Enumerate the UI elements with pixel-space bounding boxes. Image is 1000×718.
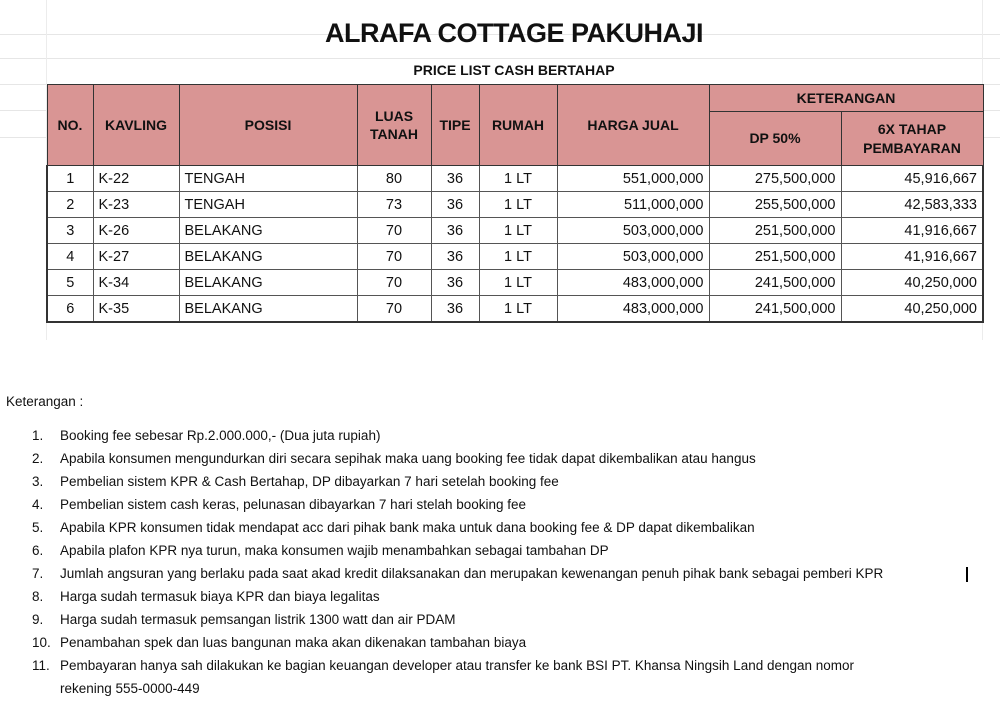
gridline xyxy=(0,58,1000,59)
header-dp: DP 50% xyxy=(709,112,841,166)
text-cursor xyxy=(966,567,968,582)
note-number: 9. xyxy=(32,612,44,627)
table-row xyxy=(47,270,983,296)
cell-dp: 251,500,000 xyxy=(709,218,841,244)
note-number: 10. xyxy=(32,635,51,650)
cell-tahap: 41,916,667 xyxy=(841,244,983,270)
note-number: 8. xyxy=(32,589,44,604)
cell-posisi: BELAKANG xyxy=(179,244,357,270)
cell-no: 1 xyxy=(47,166,93,192)
cell-kavling: K-26 xyxy=(93,218,179,244)
cell-luas: 70 xyxy=(357,218,431,244)
cell-posisi: BELAKANG xyxy=(179,218,357,244)
cell-posisi: TENGAH xyxy=(179,166,357,192)
note-number: 5. xyxy=(32,520,44,535)
note-number: 3. xyxy=(32,474,44,489)
note-text: Penambahan spek dan luas bangunan maka akan dikenakan tambahan biaya xyxy=(60,635,527,650)
header-no: NO. xyxy=(47,85,93,166)
cell-harga: 503,000,000 xyxy=(557,244,709,270)
note-number: 4. xyxy=(32,497,44,512)
note-text: Pembelian sistem cash keras, pelunasan dibayarkan 7 hari stelah booking fee xyxy=(60,497,527,512)
cell-kavling: K-23 xyxy=(93,192,179,218)
cell-harga: 551,000,000 xyxy=(557,166,709,192)
header-luas-tanah xyxy=(357,85,431,166)
cell-rumah: 1 LT xyxy=(479,192,557,218)
cell-dp: 241,500,000 xyxy=(709,270,841,296)
table-row xyxy=(47,166,983,192)
note-number: 2. xyxy=(32,451,44,466)
cell-tahap: 42,583,333 xyxy=(841,192,983,218)
cell-kavling: K-27 xyxy=(93,244,179,270)
cell-tipe: 36 xyxy=(431,192,479,218)
cell-rumah: 1 LT xyxy=(479,218,557,244)
cell-luas: 70 xyxy=(357,296,431,323)
table-row xyxy=(47,218,983,244)
cell-tipe: 36 xyxy=(431,296,479,323)
cell-dp: 251,500,000 xyxy=(709,244,841,270)
cell-rumah: 1 LT xyxy=(479,244,557,270)
cell-posisi: TENGAH xyxy=(179,192,357,218)
cell-tipe: 36 xyxy=(431,270,479,296)
cell-luas: 70 xyxy=(357,270,431,296)
header-tipe: TIPE xyxy=(431,85,479,166)
header-posisi: POSISI xyxy=(179,85,357,166)
header-harga-jual: HARGA JUAL xyxy=(557,85,709,166)
header-luas-tanah-line2: TANAH xyxy=(370,126,418,142)
cell-kavling: K-22 xyxy=(93,166,179,192)
cell-no: 3 xyxy=(47,218,93,244)
cell-tipe: 36 xyxy=(431,218,479,244)
cell-rumah: 1 LT xyxy=(479,270,557,296)
cell-posisi: BELAKANG xyxy=(179,270,357,296)
cell-dp: 241,500,000 xyxy=(709,296,841,323)
note-text: Pembelian sistem KPR & Cash Bertahap, DP dibayarkan 7 hari setelah booking fee xyxy=(60,474,559,489)
page-subtitle: PRICE LIST CASH BERTAHAP xyxy=(413,62,615,78)
header-kavling: KAVLING xyxy=(93,85,179,166)
cell-luas: 73 xyxy=(357,192,431,218)
note-text: Harga sudah termasuk pemsangan listrik 1300 watt dan air PDAM xyxy=(60,612,456,627)
note-number: 11. xyxy=(32,658,50,673)
cell-luas: 70 xyxy=(357,244,431,270)
note-text: Apabila KPR konsumen tidak mendapat acc dari pihak bank maka untuk dana booking fee & DP dapat dikembalikan xyxy=(60,520,755,535)
note-text: Harga sudah termasuk biaya KPR dan biaya legalitas xyxy=(60,589,380,604)
cell-rumah: 1 LT xyxy=(479,296,557,323)
cell-dp: 275,500,000 xyxy=(709,166,841,192)
note-text: Booking fee sebesar Rp.2.000.000,- (Dua juta rupiah) xyxy=(60,428,381,443)
note-text: Pembayaran hanya sah dilakukan ke bagian keuangan developer atau transfer ke bank BSI PT. Khansa Ningsih Land dengan nomor xyxy=(60,658,855,673)
cell-tipe: 36 xyxy=(431,244,479,270)
note-number: 7. xyxy=(32,566,44,581)
note-text: Apabila konsumen mengundurkan diri secara sepihak maka uang booking fee tidak dapat dikembalikan atau hangus xyxy=(60,451,756,466)
table-row xyxy=(47,244,983,270)
cell-dp: 255,500,000 xyxy=(709,192,841,218)
note-number: 6. xyxy=(32,543,44,558)
header-rumah: RUMAH xyxy=(479,85,557,166)
cell-kavling: K-35 xyxy=(93,296,179,323)
cell-tahap: 41,916,667 xyxy=(841,218,983,244)
cell-no: 2 xyxy=(47,192,93,218)
cell-tahap: 40,250,000 xyxy=(841,270,983,296)
header-tahap-line1: 6X TAHAP xyxy=(877,121,947,138)
header-tahap xyxy=(841,112,983,166)
note-text: Apabila plafon KPR nya turun, maka konsumen wajib menambahkan sebagai tambahan DP xyxy=(60,543,609,558)
cell-posisi: BELAKANG xyxy=(179,296,357,323)
cell-tahap: 45,916,667 xyxy=(841,166,983,192)
note-number: 1. xyxy=(32,428,44,443)
cell-harga: 511,000,000 xyxy=(557,192,709,218)
cell-no: 4 xyxy=(47,244,93,270)
cell-luas: 80 xyxy=(357,166,431,192)
table-row xyxy=(47,296,983,323)
cell-tahap: 40,250,000 xyxy=(841,296,983,323)
header-luas-tanah-line1: LUAS xyxy=(374,107,414,124)
note-text: Jumlah angsuran yang berlaku pada saat akad kredit dilaksanakan dan merupakan kewenangan penuh pihak bank sebagai pemberi KPR xyxy=(60,566,884,581)
cell-rumah: 1 LT xyxy=(479,166,557,192)
cell-tipe: 36 xyxy=(431,166,479,192)
page-title: ALRAFA COTTAGE PAKUHAJI xyxy=(325,18,703,48)
price-table xyxy=(46,84,984,323)
cell-no: 6 xyxy=(47,296,93,323)
table-row xyxy=(47,192,983,218)
cell-harga: 503,000,000 xyxy=(557,218,709,244)
header-keterangan: KETERANGAN xyxy=(709,85,983,112)
cell-no: 5 xyxy=(47,270,93,296)
cell-kavling: K-34 xyxy=(93,270,179,296)
cell-harga: 483,000,000 xyxy=(557,296,709,323)
cell-harga: 483,000,000 xyxy=(557,270,709,296)
notes-title: Keterangan : xyxy=(6,394,84,409)
note-text: rekening 555-0000-449 xyxy=(60,681,200,696)
header-tahap-line2: PEMBAYARAN xyxy=(863,139,961,156)
